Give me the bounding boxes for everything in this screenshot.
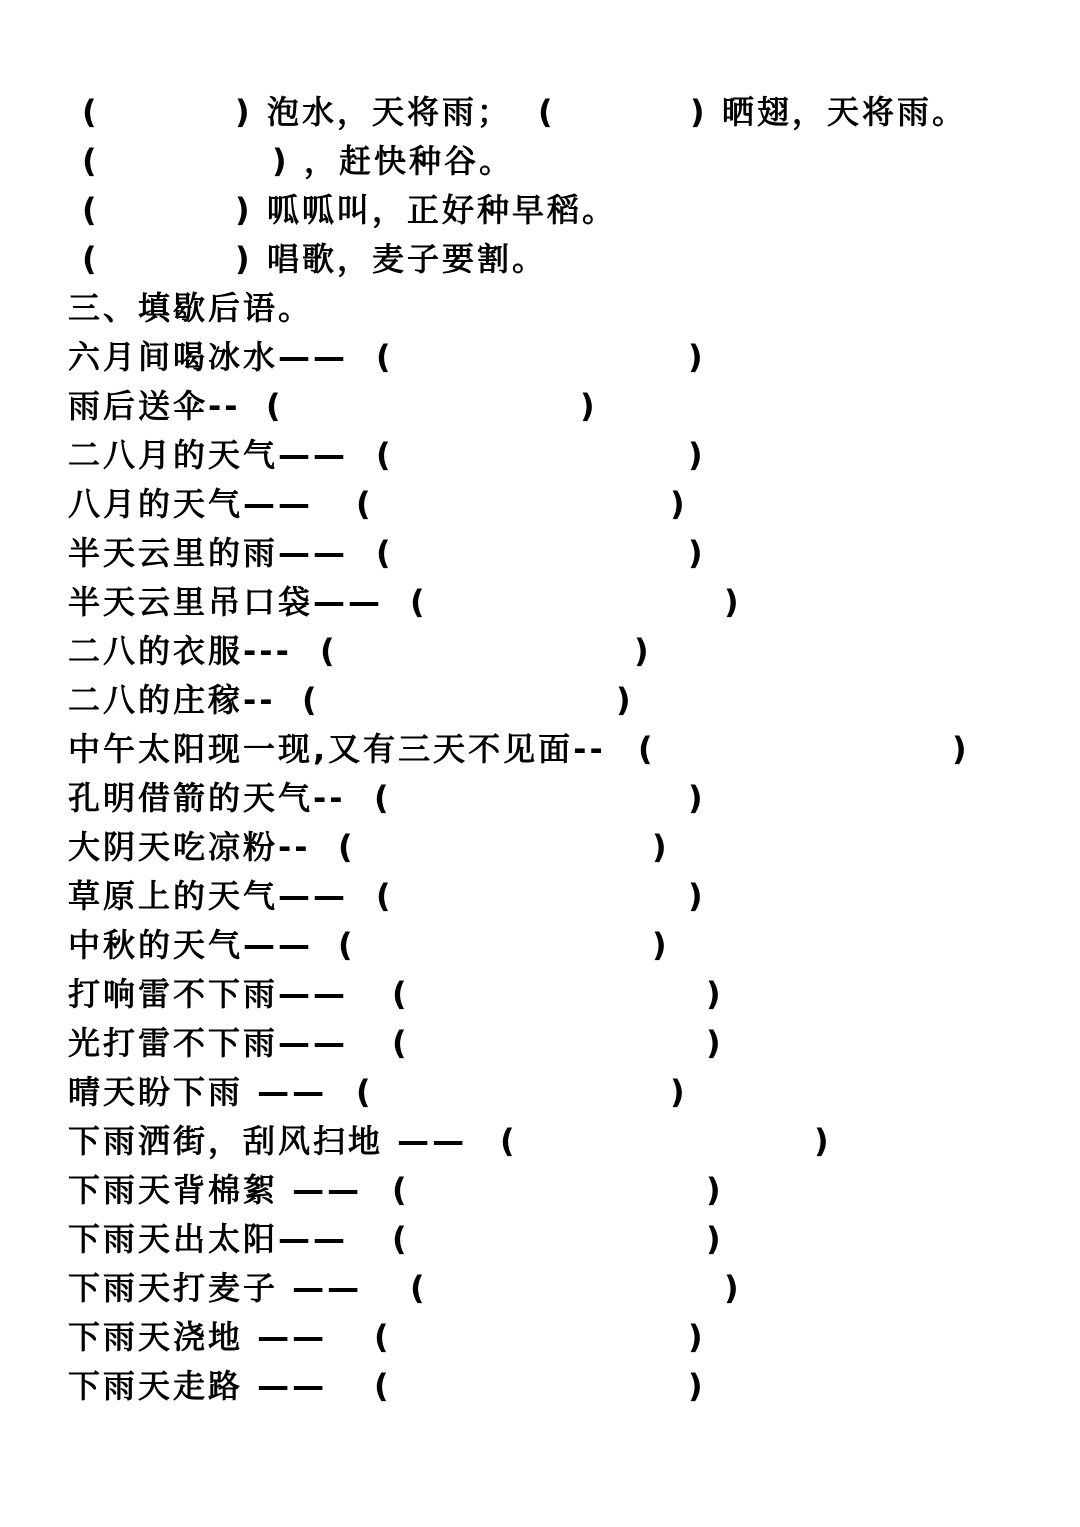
open-paren: (	[392, 1171, 407, 1209]
close-paren: )	[652, 828, 667, 866]
answer-blank[interactable]	[566, 96, 686, 130]
answer-blank[interactable]	[398, 782, 678, 816]
open-paren: (	[338, 828, 353, 866]
open-paren: (	[82, 93, 97, 131]
close-paren: )	[235, 240, 250, 278]
answer-blank[interactable]	[398, 1321, 678, 1355]
close-paren: )	[688, 1318, 703, 1356]
answer-blank[interactable]	[344, 635, 624, 669]
close-paren: )	[616, 681, 631, 719]
open-paren: (	[392, 1024, 407, 1062]
xiehouyu-prompt: 下雨洒街，刮风扫地 ——	[68, 1122, 468, 1160]
xiehouyu-prompt: 下雨天浇地 ——	[68, 1318, 328, 1356]
answer-blank[interactable]	[434, 586, 714, 620]
xiehouyu-prompt: 八月的天气——	[68, 485, 314, 523]
close-paren: )	[652, 926, 667, 964]
open-paren: (	[392, 1220, 407, 1258]
fill-in-text: 呱呱叫，正好种早稻。	[267, 191, 618, 229]
xiehouyu-prompt: 中秋的天气——	[68, 926, 314, 964]
answer-blank[interactable]	[290, 390, 570, 424]
open-paren: (	[410, 583, 425, 621]
close-paren: )	[580, 387, 595, 425]
xiehouyu-prompt: 光打雷不下雨——	[68, 1024, 349, 1062]
xiehouyu-prompt: 半天云里的雨——	[68, 534, 349, 572]
xiehouyu-prompt: 打响雷不下雨——	[68, 975, 349, 1013]
close-paren: )	[688, 338, 703, 376]
close-paren: )	[235, 191, 250, 229]
answer-blank[interactable]	[416, 1027, 696, 1061]
answer-blank[interactable]	[400, 880, 680, 914]
section-three-title: 三、填歇后语。	[68, 289, 314, 327]
answer-blank[interactable]	[110, 194, 230, 228]
answer-blank[interactable]	[326, 684, 606, 718]
close-paren: )	[814, 1122, 829, 1160]
open-paren: (	[392, 975, 407, 1013]
answer-blank[interactable]	[110, 96, 230, 130]
open-paren: (	[500, 1122, 515, 1160]
close-paren: )	[235, 93, 250, 131]
open-paren: (	[356, 485, 371, 523]
close-paren: )	[688, 1367, 703, 1405]
xiehouyu-prompt: 下雨天打麦子 ——	[68, 1269, 363, 1307]
answer-blank[interactable]	[416, 1174, 696, 1208]
fill-in-text: 泡水，天将雨；	[267, 93, 513, 131]
fill-in-text: ，赶快种谷。	[304, 142, 515, 180]
answer-blank[interactable]	[110, 145, 270, 179]
xiehouyu-prompt: 下雨天出太阳——	[68, 1220, 349, 1258]
close-paren: )	[688, 877, 703, 915]
close-paren: )	[724, 583, 739, 621]
xiehouyu-prompt: 二八的衣服---	[68, 632, 292, 670]
xiehouyu-prompt: 草原上的天气——	[68, 877, 349, 915]
close-paren: )	[688, 779, 703, 817]
answer-blank[interactable]	[662, 733, 942, 767]
close-paren: )	[690, 93, 705, 131]
close-paren: )	[952, 730, 967, 768]
xiehouyu-prompt: 晴天盼下雨 ——	[68, 1073, 328, 1111]
answer-blank[interactable]	[398, 1370, 678, 1404]
answer-blank[interactable]	[434, 1272, 714, 1306]
close-paren: )	[706, 1024, 721, 1062]
open-paren: (	[374, 1318, 389, 1356]
xiehouyu-prompt: 二八的庄稼--	[68, 681, 276, 719]
open-paren: (	[376, 877, 391, 915]
answer-blank[interactable]	[380, 488, 660, 522]
open-paren: (	[410, 1269, 425, 1307]
close-paren: )	[724, 1269, 739, 1307]
open-paren: (	[266, 387, 281, 425]
close-paren: )	[634, 632, 649, 670]
open-paren: (	[356, 1073, 371, 1111]
xiehouyu-prompt: 大阴天吃凉粉--	[68, 828, 311, 866]
open-paren: (	[82, 142, 97, 180]
answer-blank[interactable]	[416, 978, 696, 1012]
open-paren: (	[320, 632, 335, 670]
close-paren: )	[670, 1073, 685, 1111]
xiehouyu-prompt: 下雨天走路 ——	[68, 1367, 328, 1405]
answer-blank[interactable]	[362, 929, 642, 963]
open-paren: (	[338, 926, 353, 964]
answer-blank[interactable]	[400, 439, 680, 473]
answer-blank[interactable]	[110, 243, 230, 277]
xiehouyu-prompt: 二八月的天气——	[68, 436, 349, 474]
open-paren: (	[376, 436, 391, 474]
answer-blank[interactable]	[400, 341, 680, 375]
close-paren: )	[706, 1171, 721, 1209]
open-paren: (	[638, 730, 653, 768]
answer-blank[interactable]	[524, 1125, 804, 1159]
answer-blank[interactable]	[416, 1223, 696, 1257]
xiehouyu-prompt: 中午太阳现一现,又有三天不见面--	[68, 730, 606, 768]
answer-blank[interactable]	[362, 831, 642, 865]
open-paren: (	[538, 93, 553, 131]
open-paren: (	[374, 779, 389, 817]
open-paren: (	[82, 240, 97, 278]
xiehouyu-prompt: 半天云里吊口袋——	[68, 583, 384, 621]
open-paren: (	[374, 1367, 389, 1405]
answer-blank[interactable]	[400, 537, 680, 571]
close-paren: )	[706, 1220, 721, 1258]
open-paren: (	[82, 191, 97, 229]
close-paren: )	[706, 975, 721, 1013]
close-paren: )	[272, 142, 287, 180]
answer-blank[interactable]	[380, 1076, 660, 1110]
xiehouyu-prompt: 六月间喝冰水——	[68, 338, 349, 376]
fill-in-text: 晒翅，天将雨。	[722, 93, 968, 131]
open-paren: (	[302, 681, 317, 719]
xiehouyu-prompt: 雨后送伞--	[68, 387, 241, 425]
fill-in-text: 唱歌，麦子要割。	[267, 240, 548, 278]
xiehouyu-prompt: 下雨天背棉絮 ——	[68, 1171, 363, 1209]
close-paren: )	[670, 485, 685, 523]
xiehouyu-prompt: 孔明借箭的天气--	[68, 779, 346, 817]
close-paren: )	[688, 534, 703, 572]
close-paren: )	[688, 436, 703, 474]
open-paren: (	[376, 338, 391, 376]
open-paren: (	[376, 534, 391, 572]
